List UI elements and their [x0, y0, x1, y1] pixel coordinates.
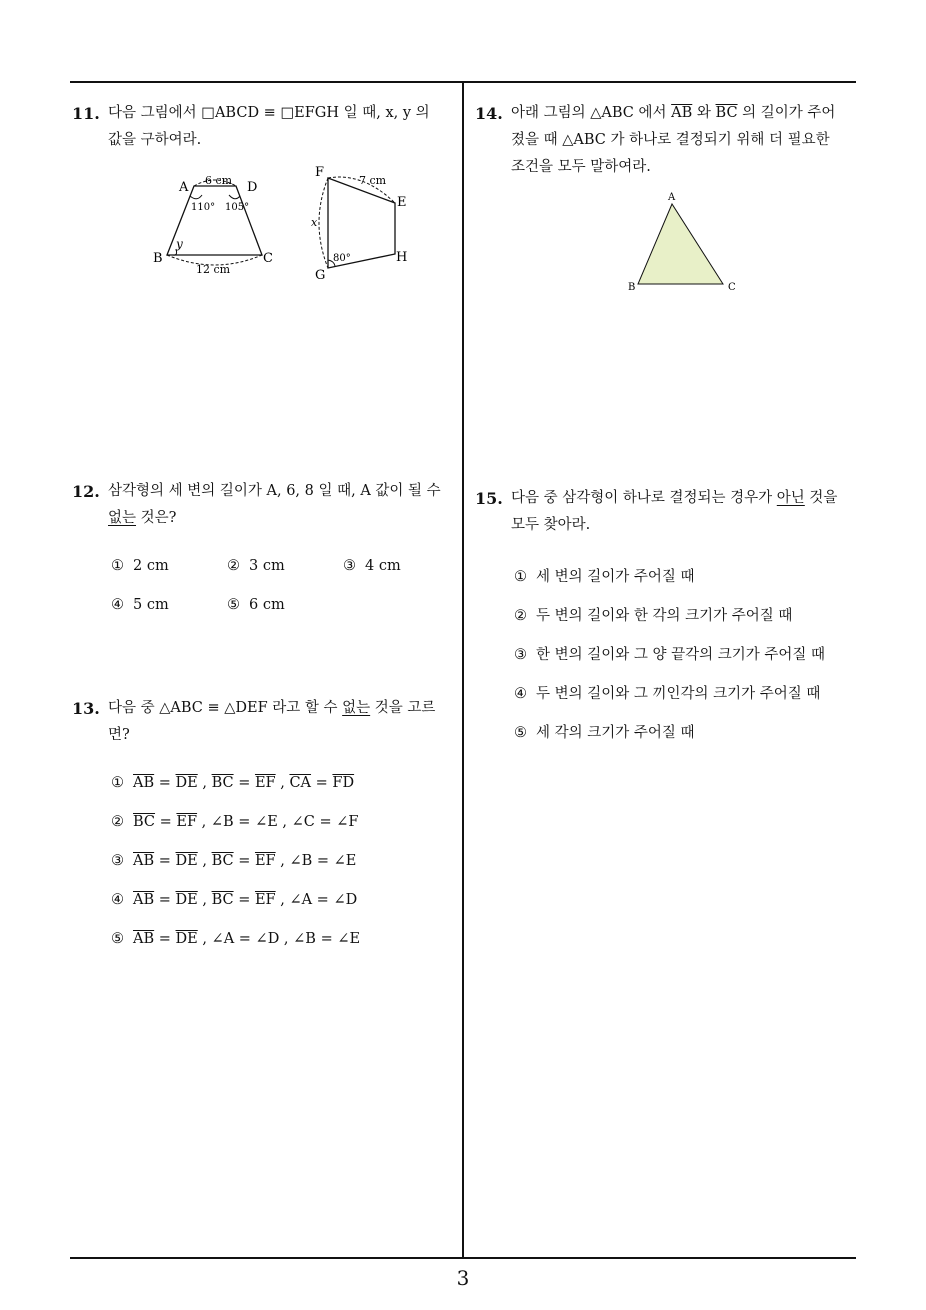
segment-name: $\overline{AB}$	[133, 931, 155, 947]
option-1[interactable]: ① 세 변의 길이가 주어질 때	[514, 569, 695, 585]
label-h: H	[396, 250, 408, 265]
page-number: 3	[456, 1266, 470, 1290]
question-text-line2: 값을 구하여라.	[108, 132, 202, 148]
segment-name: $\overline{DE}$	[175, 853, 198, 869]
question-text-line1: 삼각형의 세 변의 길이가 A, 6, 8 일 때, A 값이 될 수	[108, 483, 441, 499]
question-number: 11.	[72, 104, 100, 123]
option-5[interactable]: ⑤ 세 각의 크기가 주어질 때	[514, 725, 695, 741]
option-5[interactable]: ⑤ $\overline{AB} = \overline{DE}$ , ∠A = ∠D , ∠B = ∠E	[111, 931, 361, 947]
expression-text: =	[154, 892, 176, 908]
option-3[interactable]: ③ $\overline{AB} = \overline{DE}$ , $\overline{BC} = \overline{EF}$ , ∠B = ∠E	[111, 853, 357, 869]
option-1[interactable]: ① 2 cm	[111, 558, 169, 574]
option-4[interactable]: ④ $\overline{AB} = \overline{DE}$ , $\overline{BC} = \overline{EF}$ , ∠A = ∠D	[111, 892, 358, 908]
label-c: C	[263, 251, 273, 266]
segment-name: $\overline{BC}$	[211, 892, 234, 908]
expression-text: ,	[197, 853, 212, 869]
option-expression	[133, 931, 360, 947]
question-text-line2: 면?	[108, 727, 130, 743]
segment-ab: $\overline{AB}$	[671, 105, 693, 121]
underlined-word: 없는	[342, 700, 371, 716]
option-4[interactable]: ④ 두 변의 길이와 그 끼인각의 크기가 주어질 때	[514, 686, 821, 702]
segment-name: $\overline{AB}$	[133, 892, 155, 908]
option-2[interactable]: ② $\overline{BC} = \overline{EF}$ , ∠B = ∠E , ∠C = ∠F	[111, 814, 359, 830]
question-text-line2: 모두 찾아라.	[511, 517, 591, 533]
question-text-line2: 없는 것은?	[108, 510, 177, 526]
expression-text: =	[154, 775, 176, 791]
expression-text: =	[311, 775, 333, 791]
option-2[interactable]: ② 3 cm	[227, 558, 285, 574]
column-divider	[462, 83, 464, 1258]
label-b: B	[628, 282, 636, 293]
segment-name: $\overline{DE}$	[175, 775, 198, 791]
label-a: A	[668, 192, 676, 203]
option-expression	[133, 853, 356, 869]
segment-name: $\overline{DE}$	[175, 892, 198, 908]
label-f: F	[315, 165, 325, 180]
option-5[interactable]: ⑤ 6 cm	[227, 597, 285, 613]
expression-text: =	[154, 931, 176, 947]
segment-name: $\overline{EF}$	[254, 892, 276, 908]
triangle-abc	[638, 204, 723, 284]
question-number: 12.	[72, 482, 100, 501]
label-c: C	[728, 282, 736, 293]
question-text-line1: 다음 중 삼각형이 하나로 결정되는 경우가 아닌 것을	[511, 490, 838, 506]
segment-name: $\overline{EF}$	[254, 853, 276, 869]
label-angle-a: 110°	[191, 202, 216, 213]
label-a: A	[179, 180, 189, 195]
segment-name: $\overline{EF}$	[176, 814, 198, 830]
expression-text: , ∠B = ∠E , ∠C = ∠F	[197, 814, 359, 830]
expression-text: =	[233, 853, 255, 869]
option-1[interactable]: ① $\overline{AB} = \overline{DE}$ , $\overline{BC} = \overline{EF}$ , $\overline{CA} = \overline{FD}$	[111, 775, 355, 791]
question-number: 13.	[72, 699, 100, 718]
segment-bc: $\overline{BC}$	[715, 105, 738, 121]
option-3[interactable]: ③ 4 cm	[343, 558, 401, 574]
option-expression	[133, 892, 357, 908]
option-expression	[133, 775, 354, 791]
question-14	[475, 100, 860, 181]
label-g: G	[315, 268, 326, 283]
segment-name: $\overline{BC}$	[211, 775, 234, 791]
question-11	[72, 100, 457, 154]
question-15	[475, 485, 860, 539]
segment-name: $\overline{FD}$	[332, 775, 355, 791]
expression-text: ,	[197, 775, 212, 791]
question-text-line3: 조건을 모두 말하여라.	[511, 159, 651, 175]
question-12	[72, 478, 457, 532]
label-ef-length: 7 cm	[359, 174, 387, 187]
bottom-rule	[70, 1257, 856, 1259]
expression-text: =	[233, 775, 255, 791]
segment-name: $\overline{CA}$	[289, 775, 312, 791]
option-2[interactable]: ② 두 변의 길이와 한 각의 크기가 주어질 때	[514, 608, 793, 624]
expression-text: , ∠A = ∠D , ∠B = ∠E	[197, 931, 361, 947]
q14-triangle-figure	[620, 188, 745, 293]
question-text-line1: 아래 그림의 △ABC 에서 $\overline{AB}$ 와 $\overline{BC}$ 의 길이가 주어	[511, 105, 836, 121]
segment-name: $\overline{AB}$	[133, 853, 155, 869]
label-angle-g: 80°	[333, 253, 351, 264]
trapezoid-abcd	[153, 174, 273, 276]
label-angle-d: 105°	[225, 202, 250, 213]
q11-figure	[145, 160, 435, 285]
question-number: 14.	[475, 104, 503, 123]
question-text-line2: 졌을 때 △ABC 가 하나로 결정되기 위해 더 필요한	[511, 132, 830, 148]
option-3[interactable]: ③ 한 변의 길이와 그 양 끝각의 크기가 주어질 때	[514, 647, 825, 663]
segment-name: $\overline{BC}$	[133, 814, 156, 830]
segment-name: $\overline{AB}$	[133, 775, 155, 791]
option-expression	[133, 814, 358, 830]
underlined-word: 없는	[108, 510, 137, 526]
expression-text: ,	[197, 892, 212, 908]
expression-text: , ∠B = ∠E	[275, 853, 357, 869]
question-number: 15.	[475, 489, 503, 508]
expression-text: , ∠A = ∠D	[275, 892, 358, 908]
expression-text: ,	[275, 775, 290, 791]
label-bottom-length: 12 cm	[196, 263, 231, 276]
label-e: E	[397, 195, 407, 210]
label-b: B	[153, 251, 163, 266]
question-13	[72, 695, 457, 749]
segment-name: $\overline{BC}$	[211, 853, 234, 869]
expression-text: =	[155, 814, 177, 830]
question-text-line1: 다음 중 △ABC ≡ △DEF 라고 할 수 없는 것을 고르	[108, 700, 436, 716]
option-4[interactable]: ④ 5 cm	[111, 597, 169, 613]
label-y: y	[176, 237, 183, 251]
segment-name: $\overline{DE}$	[175, 931, 198, 947]
underlined-word: 아닌	[776, 490, 805, 506]
expression-text: =	[233, 892, 255, 908]
label-top-length: 6 cm	[205, 174, 233, 187]
quadrilateral-efgh	[311, 165, 407, 283]
label-x: x	[311, 216, 318, 229]
question-text-line1: 다음 그림에서 □ABCD ≡ □EFGH 일 때, x, y 의	[108, 105, 430, 121]
expression-text: =	[154, 853, 176, 869]
label-d: D	[247, 180, 258, 195]
segment-name: $\overline{EF}$	[254, 775, 276, 791]
